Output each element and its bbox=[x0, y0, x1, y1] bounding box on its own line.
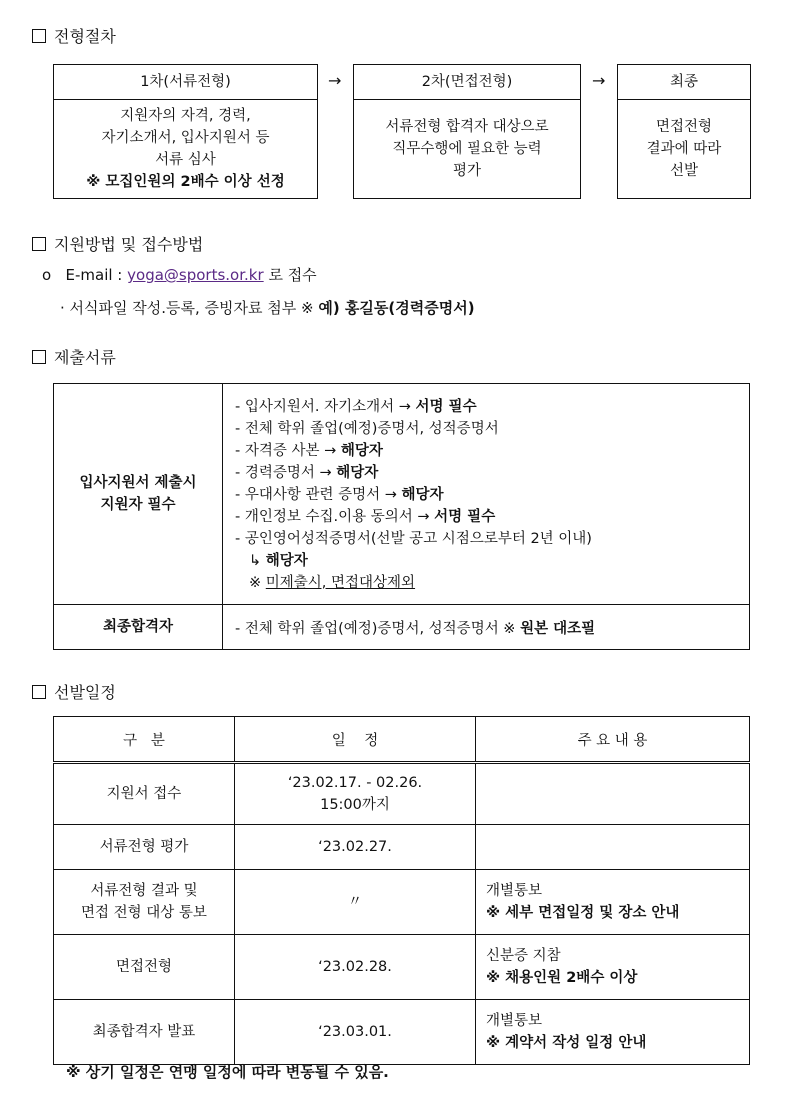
heading-text: 제출서류 bbox=[54, 348, 116, 367]
section-heading-procedure bbox=[32, 24, 116, 47]
label-line: 입사지원서 제출시 bbox=[79, 475, 197, 491]
list-item bbox=[235, 528, 749, 550]
note-line: 개별통보 bbox=[486, 883, 543, 899]
cell-date: ‘23.02.28. bbox=[235, 935, 476, 1000]
label-line: 지원자 필수 bbox=[100, 497, 176, 513]
documents-table bbox=[53, 383, 750, 650]
cell-item bbox=[54, 870, 235, 935]
bullet: o bbox=[42, 266, 52, 284]
cell-note bbox=[476, 1000, 750, 1065]
stage1-line: 자기소개서, 입사지원서 등 bbox=[101, 130, 270, 146]
header-category: 구 분 bbox=[54, 717, 235, 763]
stage1-title bbox=[53, 64, 318, 100]
email-link[interactable]: yoga@sports.or.kr bbox=[127, 266, 264, 284]
list-item bbox=[235, 462, 749, 484]
cell-date: 〃 bbox=[235, 870, 476, 935]
checkbox-square-icon bbox=[32, 350, 46, 364]
cell-item: 지원서 접수 bbox=[54, 763, 235, 825]
stage3-title bbox=[617, 64, 751, 100]
item-text: - 개인정보 수집.이용 동의서 → bbox=[235, 509, 435, 525]
section-heading-schedule bbox=[32, 680, 116, 703]
stage3-line: 면접전형 bbox=[655, 119, 713, 135]
list-item bbox=[235, 396, 749, 418]
cell-note bbox=[476, 825, 750, 870]
list-item bbox=[235, 440, 749, 462]
list-item bbox=[235, 506, 749, 528]
footnote bbox=[235, 572, 749, 594]
item-text: - 경력증명서 → bbox=[235, 465, 337, 481]
note-bold: ※ 채용인원 2배수 이상 bbox=[486, 970, 638, 986]
checkbox-square-icon bbox=[32, 685, 46, 699]
checkbox-square-icon bbox=[32, 237, 46, 251]
label-line: 최종합격자 bbox=[102, 619, 174, 635]
attach-note bbox=[60, 297, 475, 318]
documents-row bbox=[54, 605, 750, 650]
schedule-footer-note: ※ 상기 일정은 연맹 일정에 따라 변동될 수 있음. bbox=[66, 1063, 389, 1081]
cell-item: 서류전형 평가 bbox=[54, 825, 235, 870]
documents-label-cell bbox=[54, 605, 223, 650]
stage2-line: 직무수행에 필요한 능력 bbox=[392, 141, 542, 157]
item-bold: 해당자 bbox=[401, 487, 444, 503]
header-content: 주 요 내 용 bbox=[476, 717, 750, 763]
table-row bbox=[54, 763, 750, 825]
item-line: 서류전형 결과 및 bbox=[90, 883, 198, 899]
item-bold: 원본 대조필 bbox=[520, 620, 596, 637]
table-row bbox=[54, 870, 750, 935]
documents-list-cell bbox=[223, 605, 750, 650]
arrow-icon: → bbox=[328, 71, 342, 90]
section-heading-documents bbox=[32, 345, 116, 368]
list-item bbox=[235, 484, 749, 506]
cell-date: ‘23.03.01. bbox=[235, 1000, 476, 1065]
cell-note bbox=[476, 935, 750, 1000]
item-bold: 해당자 bbox=[340, 443, 383, 459]
stage3-line: 선발 bbox=[669, 163, 698, 179]
item-bold: 서명 필수 bbox=[434, 509, 496, 525]
item-text: - 전체 학위 졸업(예정)증명서, 성적증명서 ※ bbox=[235, 620, 521, 637]
header-date: 일 정 bbox=[235, 717, 476, 763]
cell-note bbox=[476, 763, 750, 825]
stage2-body bbox=[353, 99, 581, 199]
date-line: ‘23.02.17. - 02.26. bbox=[287, 775, 423, 791]
date-line: 15:00까지 bbox=[320, 797, 390, 813]
email-label: E-mail : bbox=[65, 266, 123, 284]
note-line: 개별통보 bbox=[486, 1013, 543, 1029]
note-line: 신분증 지참 bbox=[486, 948, 561, 964]
stage1-line: 지원자의 자격, 경력, bbox=[120, 108, 251, 124]
stage1-bold-line: ※ 모집인원의 2배수 이상 선정 bbox=[86, 174, 285, 190]
note-bold: 예) 홍길동(경력증명서) bbox=[318, 299, 475, 317]
stage1-line: 서류 심사 bbox=[155, 152, 216, 168]
item-bold: 해당자 bbox=[265, 553, 308, 569]
section-heading-apply bbox=[32, 232, 203, 255]
note-prefix: · 서식파일 작성.등록, 증빙자료 첨부 ※ bbox=[60, 299, 314, 317]
arrow-icon: → bbox=[592, 71, 606, 90]
cell-date bbox=[235, 763, 476, 825]
table-row bbox=[54, 935, 750, 1000]
item-line: 면접 전형 대상 통보 bbox=[81, 905, 207, 921]
table-row bbox=[54, 825, 750, 870]
item-text: - 공인영어성적증명서(선발 공고 시점으로부터 2년 이내) bbox=[235, 531, 592, 547]
stage2-title bbox=[353, 64, 581, 100]
stage1-title-text: 1차(서류전형) bbox=[140, 74, 231, 90]
note-bold: ※ 세부 면접일정 및 장소 안내 bbox=[486, 905, 680, 921]
item-text: - 입사지원서. 자기소개서 → bbox=[235, 399, 416, 415]
list-item bbox=[235, 418, 749, 440]
heading-text: 전형절차 bbox=[54, 27, 116, 46]
stage3-body bbox=[617, 99, 751, 199]
documents-list-cell bbox=[223, 384, 750, 605]
schedule-header-row bbox=[54, 717, 750, 763]
cell-date: ‘23.02.27. bbox=[235, 825, 476, 870]
stage2-line: 평가 bbox=[452, 163, 481, 179]
item-text: - 우대사항 관련 증명서 → bbox=[235, 487, 402, 503]
cell-item: 최종합격자 발표 bbox=[54, 1000, 235, 1065]
stage3-title-text: 최종 bbox=[669, 74, 698, 90]
item-text: ↳ bbox=[249, 553, 266, 569]
documents-row bbox=[54, 384, 750, 605]
item-text: - 자격증 사본 → bbox=[235, 443, 341, 459]
stage2-line: 서류전형 합격자 대상으로 bbox=[385, 119, 549, 135]
stage2-title-text: 2차(면접전형) bbox=[421, 74, 513, 90]
note-bold: ※ 계약서 작성 일정 안내 bbox=[486, 1035, 647, 1051]
item-text: - 전체 학위 졸업(예정)증명서, 성적증명서 bbox=[235, 421, 499, 437]
schedule-table bbox=[53, 716, 750, 1065]
item-bold: 서명 필수 bbox=[415, 399, 477, 415]
item-bold: 해당자 bbox=[336, 465, 379, 481]
list-item bbox=[235, 550, 749, 572]
documents-label-cell bbox=[54, 384, 223, 605]
email-suffix: 로 접수 bbox=[268, 266, 317, 284]
stage3-line: 결과에 따라 bbox=[646, 141, 722, 157]
checkbox-square-icon bbox=[32, 29, 46, 43]
heading-text: 선발일정 bbox=[54, 683, 116, 702]
cell-item: 면접전형 bbox=[54, 935, 235, 1000]
footnote-mark: ※ bbox=[249, 575, 262, 591]
cell-note bbox=[476, 870, 750, 935]
table-row bbox=[54, 1000, 750, 1065]
footnote-text: 미제출시, 면접대상제외 bbox=[265, 575, 416, 591]
stage1-body bbox=[53, 99, 318, 199]
heading-text: 지원방법 및 접수방법 bbox=[54, 235, 204, 254]
email-line bbox=[42, 264, 317, 285]
